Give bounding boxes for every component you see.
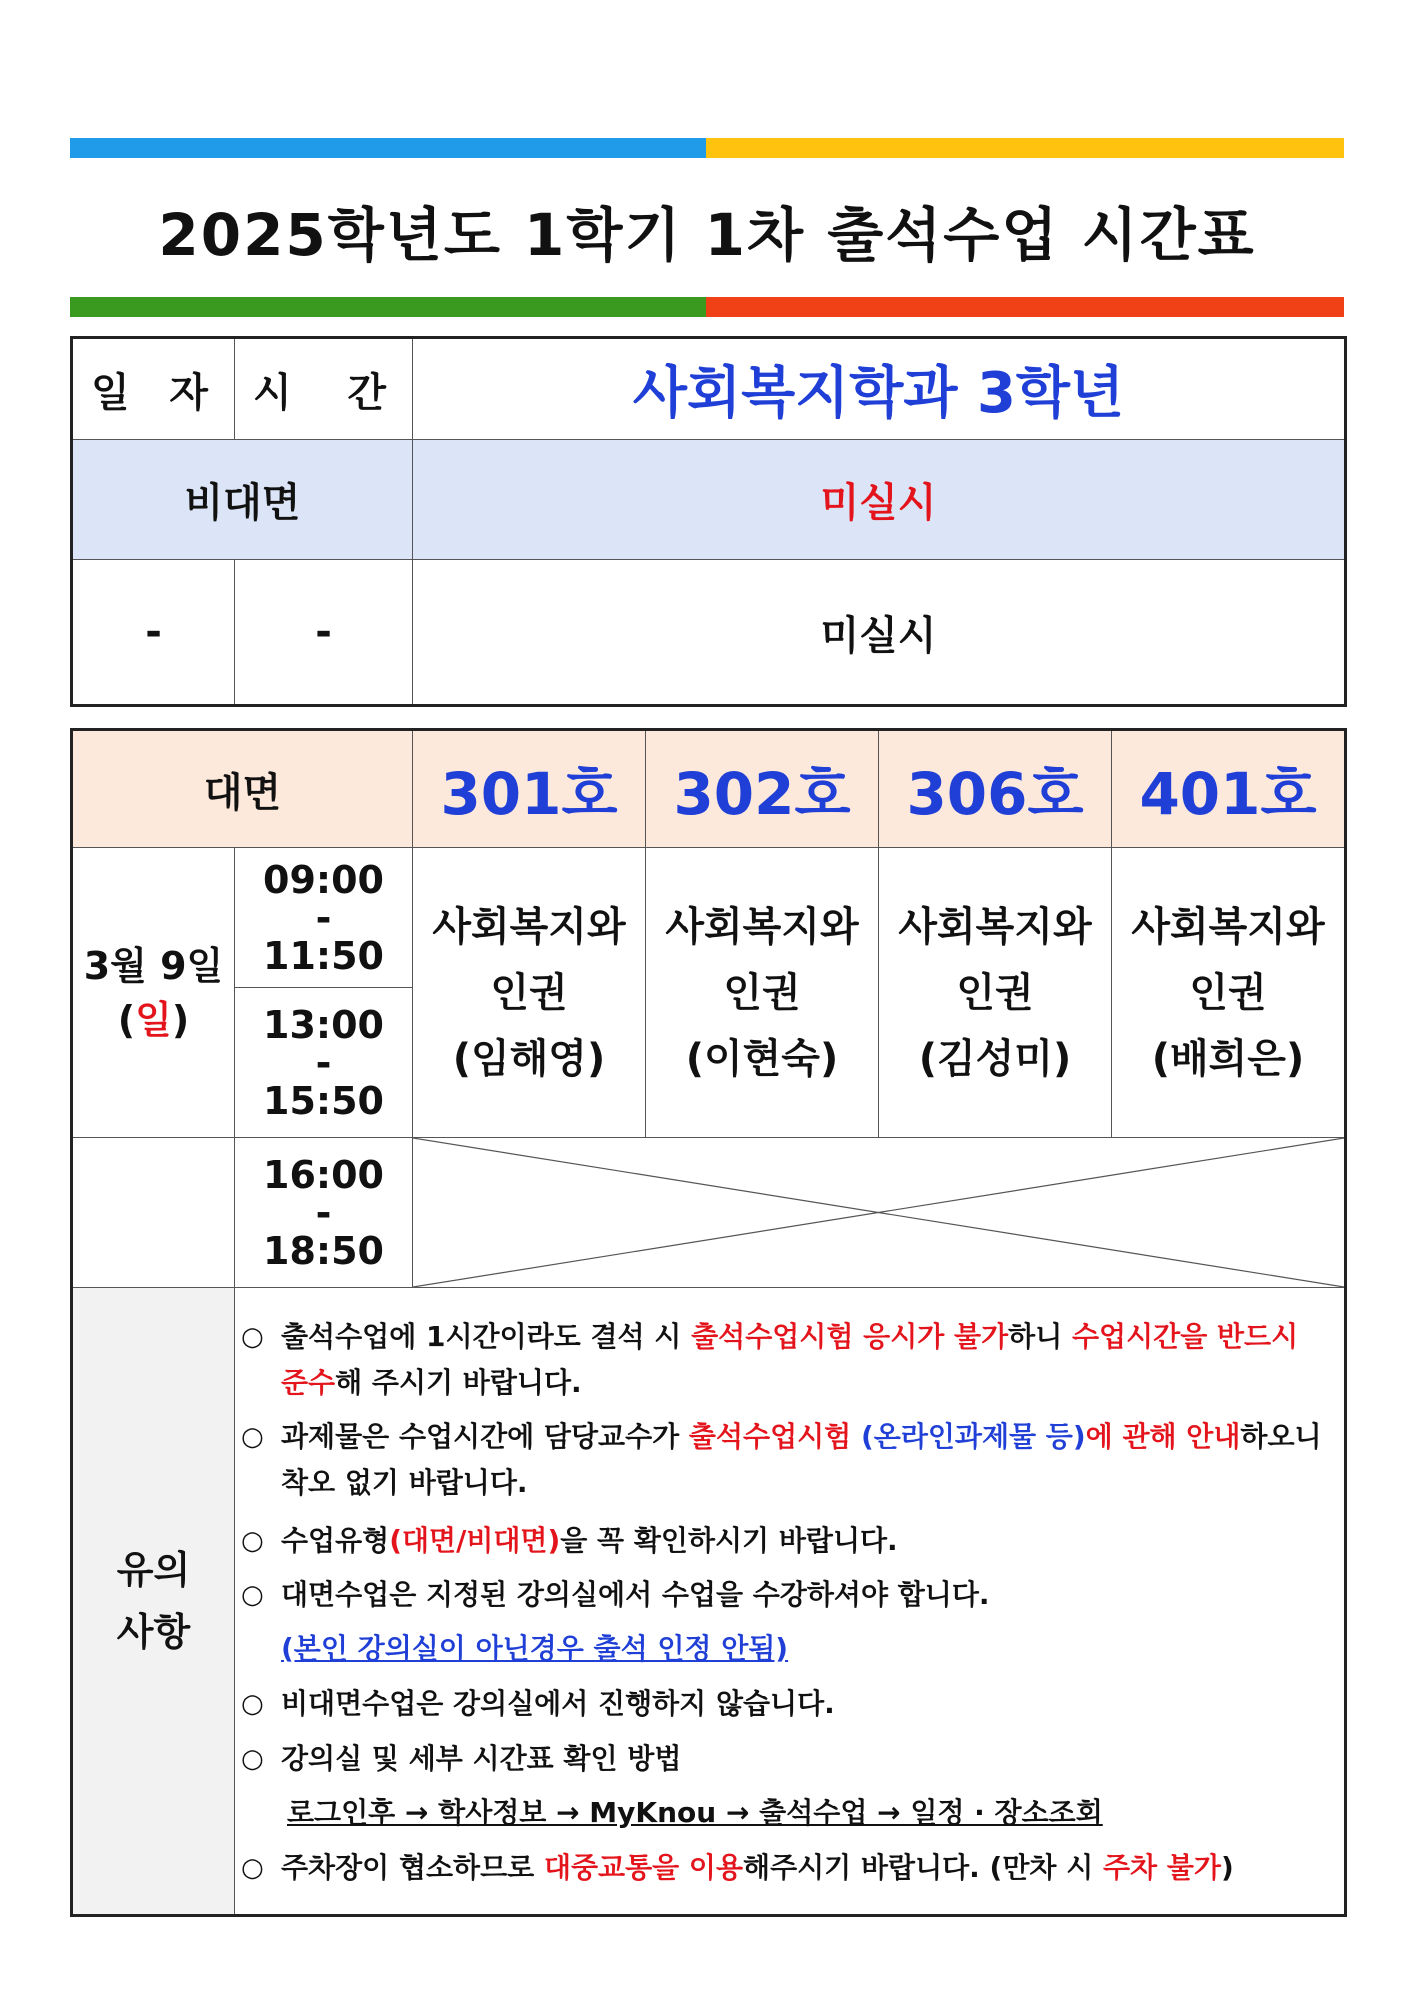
time-slot-3: 16:00 - 18:50 [235,1138,413,1288]
bullet-icon: ○ [241,1526,264,1556]
bottom-bar-green [70,297,706,317]
note-7: ○ 주차장이 협소하므로 대중교통을 이용해주시기 바랍니다. (만차 시 주차 불가) [241,1840,1328,1896]
bottom-bar-orange [706,297,1344,317]
time-slot-2: 13:00 - 15:50 [235,988,413,1138]
bullet-icon: ○ [241,1322,264,1352]
bullet-icon: ○ [241,1744,264,1774]
time-header: 시 간 [235,338,413,440]
online-label: 비대면 [72,440,413,560]
bullet-icon: ○ [241,1580,264,1610]
room-401: 401호 [1112,730,1346,848]
room-306: 306호 [879,730,1112,848]
online-date: - [72,560,235,706]
notes-content [235,1288,1346,1916]
bullet-icon: ○ [241,1422,264,1452]
class-date: 3월 9일 (일) [72,848,235,1138]
course-cell-302: 사회복지와 인권 (이현숙) [646,848,879,1138]
navigation-path: 로그인후 → 학사정보 → MyKnou → 출석수업 → 일정 · 장소조회 [287,1796,1103,1829]
room-301: 301호 [413,730,646,848]
page-title: 2025학년도 1학기 1차 출석수업 시간표 [158,201,1256,269]
offline-label: 대면 [72,730,413,848]
no-class-slot [413,1138,1346,1288]
note-6: ○ 강의실 및 세부 시간표 확인 방법 로그인후 → 학사정보 → MyKnou → 출석수업 → 일정 · 장소조회 [241,1732,1328,1840]
course-cell-401: 사회복지와 인권 (배희은) [1112,848,1346,1138]
note-1: ○ 출석수업에 1시간이라도 결석 시 출석수업시험 응시가 불가하니 수업시간을 반드시 준수해 주시기 바랍니다. [241,1314,1328,1406]
online-status: 미실시 [413,440,1346,560]
note-4: ○ 대면수업은 지정된 강의실에서 수업을 수강하셔야 합니다. (본인 강의실이 아닌경우 출석 인정 안됨) [241,1568,1328,1676]
bullet-icon: ○ [241,1853,264,1883]
notes-label: 유의 사항 [72,1288,235,1916]
note-5: ○ 비대면수업은 강의실에서 진행하지 않습니다. [241,1676,1328,1732]
day-of-week: 일 [135,997,172,1042]
course-cell-306: 사회복지와 인권 (김성미) [879,848,1112,1138]
bullet-icon: ○ [241,1689,264,1719]
offline-schedule-table [70,728,1347,1917]
online-schedule-table [70,336,1347,707]
online-time: - [235,560,413,706]
empty-date-cell [72,1138,235,1288]
time-slot-1: 09:00 - 11:50 [235,848,413,988]
online-value: 미실시 [413,560,1346,706]
note-2: ○ 과제물은 수업시간에 담당교수가 출석수업시험 (온라인과제물 등)에 관해 안내하오니 착오 없기 바랍니다. [241,1414,1328,1506]
date-header: 일 자 [72,338,235,440]
department-header: 사회복지학과 3학년 [413,338,1346,440]
room-302: 302호 [646,730,879,848]
top-bar-blue [70,138,706,158]
course-cell-301: 사회복지와 인권 (임해영) [413,848,646,1138]
cross-lines [413,1138,1344,1287]
top-bar-yellow [706,138,1344,158]
note-3: ○ 수업유형(대면/비대면)을 꼭 확인하시기 바랍니다. [241,1514,1328,1568]
